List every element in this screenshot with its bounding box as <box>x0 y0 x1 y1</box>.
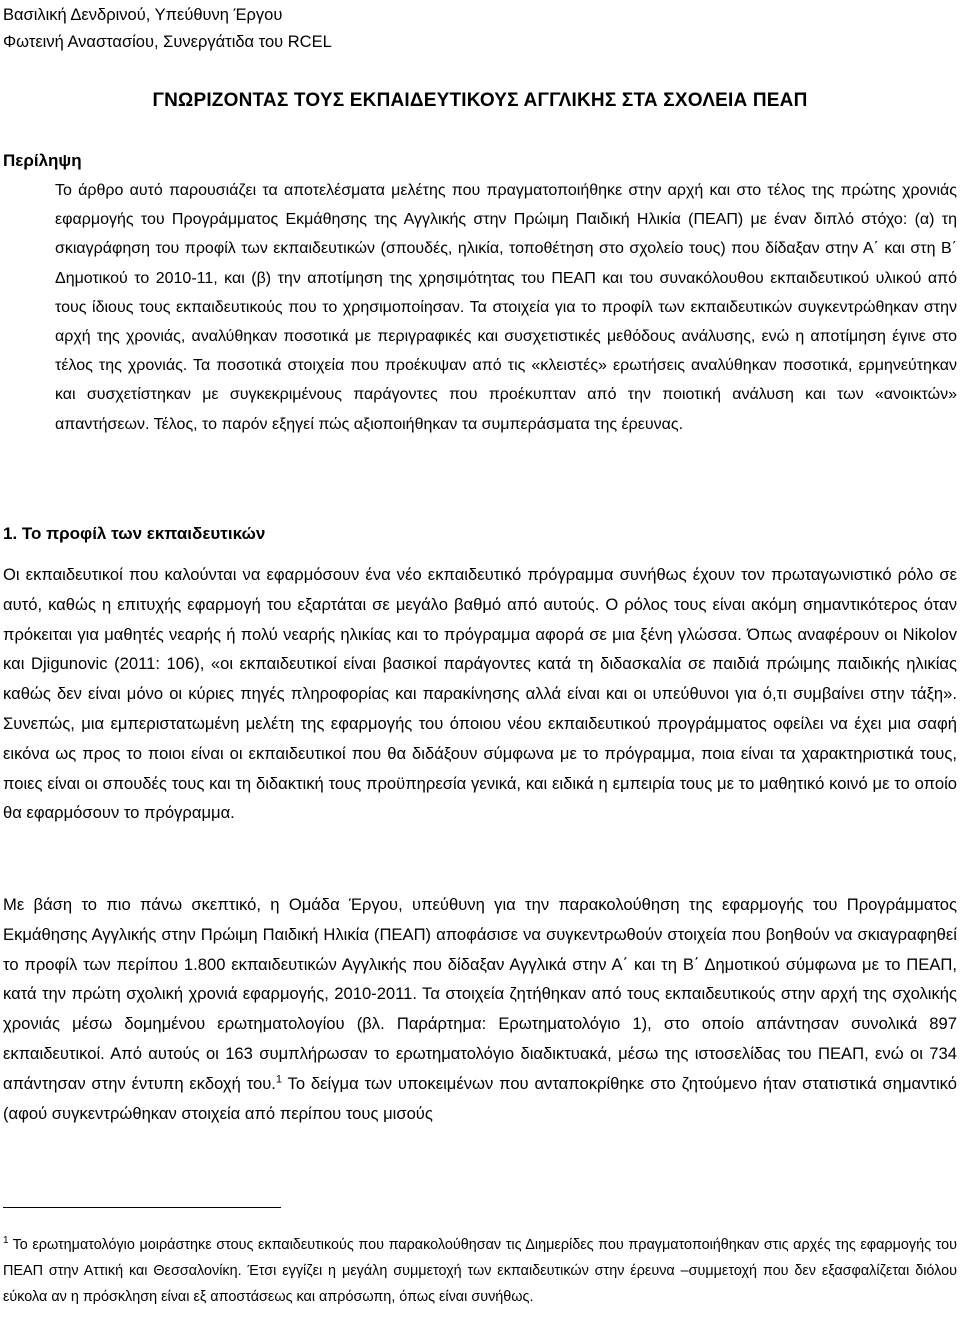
footnote-separator <box>3 1207 281 1208</box>
abstract-body <box>55 176 957 439</box>
paper-title: ΓΝΩΡΙΖΟΝΤΑΣ ΤΟΥΣ ΕΚΠΑΙΔΕΥΤΙΚΟΥΣ ΑΓΓΛΙΚΗΣ ΣΤΑ ΣΧΟΛΕΙΑ ΠΕΑΠ <box>152 90 808 111</box>
abstract-heading: Περίληψη <box>3 151 82 170</box>
author-line-2: Φωτεινή Αναστασίου, Συνεργάτιδα του RCEL <box>3 33 332 51</box>
paragraph-2-part-2: Το δείγμα των υποκειμένων που ανταποκρίθηκε στο ζητούμενο ήταν στατιστικά σημαντικό (αφού συγκεντρώθηκαν στοιχεία από περίπου τους μισούς <box>3 1073 957 1123</box>
paragraph-2-part-1: Με βάση το πιο πάνω σκεπτικό, η Ομάδα Έργου, υπεύθυνη για την παρακολούθηση της εφαρμογής του Προγράμματος Εκμάθησης Αγγλικής στην Πρώιμη Παιδική Ηλικία (ΠΕΑΠ) αποφάσισε να συγκεντρωθούν στοιχεία που βοηθούν να σκιαγραφηθεί το προφίλ των περίπου 1.800 εκπαιδευτικών Αγγλικής που δίδαξαν Αγγλικά στην Α΄ και τη Β΄ Δημοτικού σύμφωνα με το ΠΕΑΠ, κατά την πρώτη σχολική χρονιά εφαρμογής, 2010-2011. Τα στοιχεία ζητήθηκαν από τους εκπαιδευτικούς στην αρχή της σχολικής χρονιάς μέσω δομημένου ερωτηματολογίου (βλ. Παράρτημα: Ερωτηματολόγιο 1), στο οποίο απάντησαν συνολικά 897 εκπαιδευτικοί. Από αυτούς οι 163 συμπλήρωσαν το ερωτηματολόγιο διαδικτυακά, μέσω της ιστοσελίδας του ΠΕΑΠ, ενώ οι 734 απάντησαν στην έντυπη εκδοχή του. <box>3 895 957 1093</box>
paragraph-2-text <box>3 890 957 1128</box>
section-paragraph-2 <box>3 890 957 1128</box>
author-block <box>3 2 332 56</box>
paragraph-1-text: Οι εκπαιδευτικοί που καλούνται να εφαρμόσουν ένα νέο εκπαιδευτικό πρόγραμμα συνήθως έχουν τον πρωταγωνιστικό ρόλο σε αυτό, καθώς η επιτυχής εφαρμογή του εξαρτάται σε μεγάλο βαθμό από αυτούς. Ο ρόλος τους είναι ακόμη σημαντικότερος όταν πρόκειται για μαθητές νεαρής ή πολύ νεαρής ηλικίας και το πρόγραμμα αφορά σε μια ξένη γλώσσα. Όπως αναφέρουν οι Nikolov και Djigunovic (2011: 106), «οι εκπαιδευτικοί είναι βασικοί παράγοντες κατά τη διδασκαλία σε παιδιά πρώιμης παιδικής ηλικίας καθώς δεν είναι μόνο οι κύριες πηγές πληροφορίας και παρακίνησης αλλά είναι και οι υπεύθυνοι για ό,τι συμβαίνει στην τάξη». Συνεπώς, μια εμπεριστατωμένη μελέτη της εφαρμογής του όποιου νέου εκπαιδευτικού προγράμματος οφείλει να έχει μια σαφή εικόνα ως προς το ποιοι είναι οι εκπαιδευτικοί που θα διδάξουν σύμφωνα με το πρόγραμμα, ποια είναι τα χαρακτηριστικά τους, ποιες είναι οι σπουδές τους και τη διδακτική τους προϋπηρεσία γενικά, και ειδικά η εμπειρία τους με το μαθητικό κοινό με το οποίο θα εφαρμόσουν το πρόγραμμα. <box>3 565 957 823</box>
footnote <box>3 1232 957 1310</box>
footnote-reference[interactable]: 1 <box>275 1073 283 1086</box>
abstract-text: Το άρθρο αυτό παρουσιάζει τα αποτελέσματα μελέτης που πραγματοποιήθηκε στην αρχή και στο τέλος της πρώτης χρονιάς εφαρμογής του Προγράμματος Εκμάθησης της Αγγλικής στην Πρώιμη Παιδική Ηλικία (ΠΕΑΠ) με έναν διπλό στόχο: (α) τη σκιαγράφηση του προφίλ των εκπαιδευτικών (σπουδές, ηλικία, τοποθέτηση στο σχολείο τους) που δίδαξαν στην Α΄ και στη Β΄ Δημοτικού το 2010-11, και (β) την αποτίμηση της χρησιμότητας του ΠΕΑΠ και του συνακόλουθου εκπαιδευτικού υλικού από τους ίδιους τους εκπαιδευτικούς που το χρησιμοποίησαν. Τα στοιχεία για το προφίλ των εκπαιδευτικών συγκεντρώθηκαν στην αρχή της χρονιάς, αναλύθηκαν ποσοτικά με περιγραφικές και συσχετιστικές μεθόδους ανάλυσης, ενώ η αποτίμηση έγινε στο τέλος της χρονιάς. Τα ποσοτικά στοιχεία που προέκυψαν από τις «κλειστές» ερωτήσεις αναλύθηκαν ποσοτικά, ερμηνεύτηκαν και συσχετίστηκαν με συγκεκριμένους παράγοντες που προέκυπταν από την ποιοτική ανάλυση και των «ανοικτών» απαντήσεων. Τέλος, το παρόν εξηγεί πώς αξιοποιήθηκαν τα συμπεράσματα της έρευνας. <box>55 182 957 433</box>
footnote-text: Το ερωτηματολόγιο μοιράστηκε στους εκπαιδευτικούς που παρακολούθησαν τις Διημερίδες που πραγματοποιήθηκαν στις αρχές της εφαρμογής του ΠΕΑΠ στην Αττική και Θεσσαλονίκη. Έτσι εγγίζει η μεγάλη συμμετοχή των εκπαιδευτικών στην έρευνα –συμμετοχή που δεν εξασφαλίζεται διόλου εύκολα αν η πρόσκληση είναι εξ αποστάσεως και απρόσωπη, όπως είναι συνήθως. <box>3 1237 957 1305</box>
author-line-1: Βασιλική Δενδρινού, Υπεύθυνη Έργου <box>3 6 283 24</box>
section-paragraph-1 <box>3 560 957 828</box>
footnote-number: 1 <box>3 1235 9 1247</box>
section-heading: 1. Το προφίλ των εκπαιδευτικών <box>3 524 266 543</box>
